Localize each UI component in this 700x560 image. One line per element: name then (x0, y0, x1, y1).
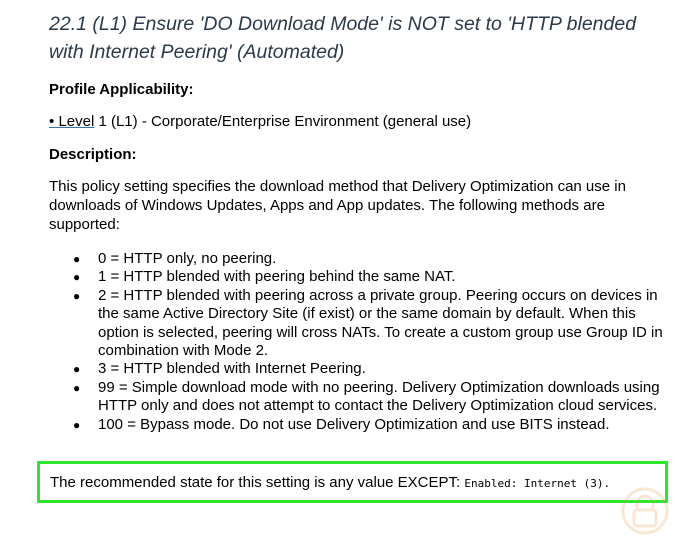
bullet-icon: ● (73, 362, 81, 377)
description-heading: Description: (49, 146, 137, 163)
description-paragraph: This policy setting specifies the download method that Delivery Optimization can use in downloads of Windows Updates, Apps and App updates. The following methods are supported: (49, 178, 626, 233)
bullet-icon: • (49, 113, 55, 130)
list-item: ● 3 = HTTP blended with Internet Peering. (73, 360, 366, 378)
profile-applicability-heading: Profile Applicability: (49, 81, 194, 98)
level-link[interactable]: Level (58, 113, 95, 130)
level-text: 1 (L1) - Corporate/Enterprise Environment (general use) (94, 113, 472, 130)
list-item: ● 0 = HTTP only, no peering. (73, 250, 277, 267)
bullet-icon: ● (73, 288, 81, 303)
list-item: ● 100 = Bypass mode. Do not use Delivery Optimization and use BITS instead. (73, 415, 610, 433)
bullet-icon: ● (73, 270, 81, 285)
page-title: 22.1 (L1) Ensure 'DO Download Mode' is NOT set to 'HTTP blended with Internet Peering' (Automated) (49, 13, 637, 63)
download-mode-list (49, 250, 679, 434)
bullet-icon: ● (73, 380, 81, 395)
lock-logo-icon (614, 486, 676, 536)
list-item: ● 1 = HTTP blended with peering behind the same NAT. (73, 268, 456, 286)
bullet-icon: ● (73, 252, 81, 266)
recommendation-code: Enabled: Internet (3). (464, 477, 611, 490)
list-item: ● 99 = Simple download mode with no peering. Delivery Optimization downloads using HTTP only and does not attempt to contact the Delivery Optimization cloud services. (73, 378, 660, 415)
bullet-icon: ● (73, 417, 81, 432)
recommendation-highlight-box (37, 461, 668, 503)
profile-level-item (49, 113, 471, 131)
recommendation-text: The recommended state for this setting is any value EXCEPT: Enabled: Internet (3). (50, 474, 611, 491)
list-item: ● 2 = HTTP blended with peering across a private group. Peering occurs on devices in the same Active Directory Site (if exist) or the same domain by default. When this option is selected, peering will cross NATs. To create a custom group use Group ID in combination with Mode 2. (73, 286, 663, 360)
